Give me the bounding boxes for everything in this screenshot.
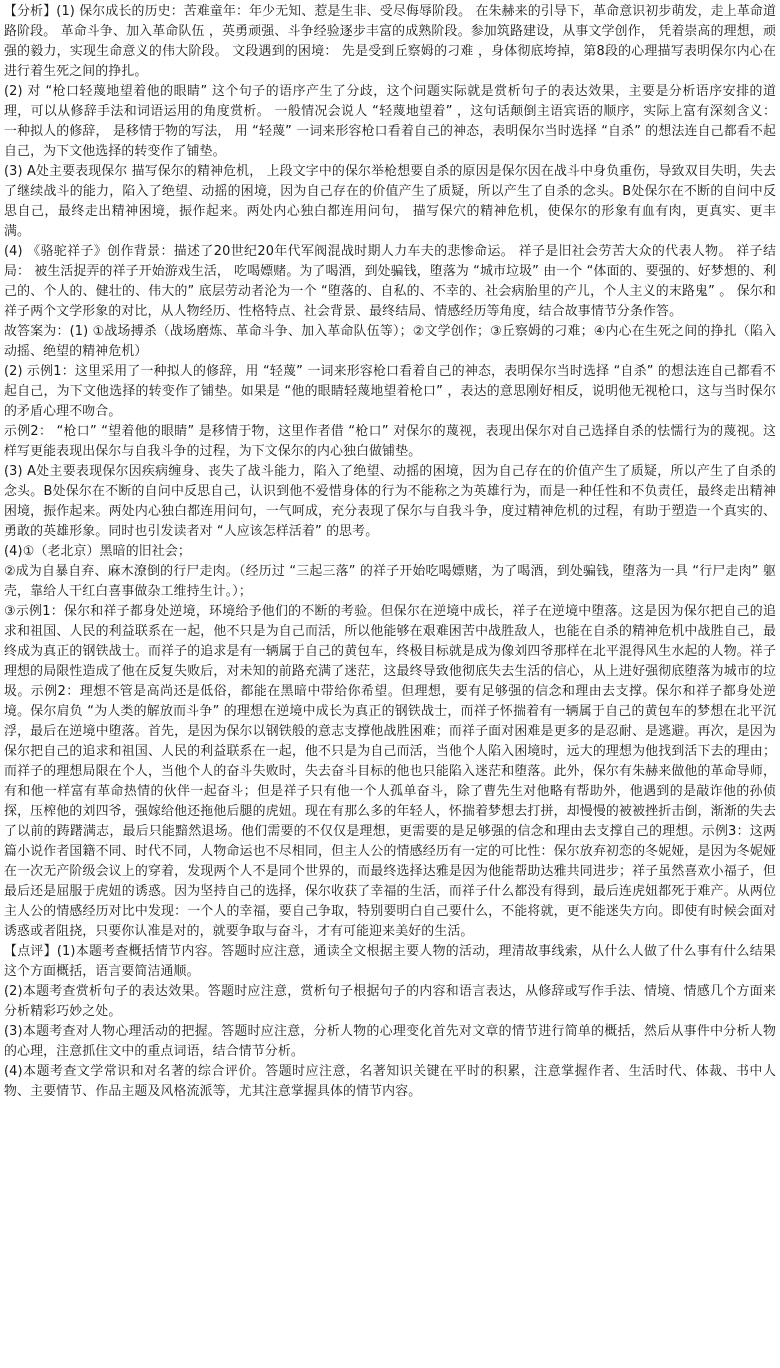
answer-part-2-example-2: 示例2： “枪口” “望着他的眼睛” 是移情于物，这里作者借 “枪口” 对保尔的蔑视，表现出保尔对自己选择自杀的怯懦行为的蔑视。这样写更能表现出保尔与自我斗争的过程，为下文保尔的内心独白做铺垫。: [4, 424, 776, 459]
analysis-part-2: (2) 对 “枪口轻蔑地望着他的眼睛” 这个句子的语序产生了分歧，这个问题实际就是赏析句子的表达效果，主要是分析语序安排的道理，可以从修辞手法和词语运用的角度赏析。 一般情况会说人 “轻蔑地望着” ，这句话颠倒主语宾语的顺序，实际上富有深刻含义： 一种拟人的修辞， 是移情于物的写法， 用 “轻蔑” 一词来形容枪口看着自己的神态，表明保尔当时选择 “自杀” 的想法连自己都看不起自己，为下文他选择的转变作了铺垫。: [4, 84, 776, 159]
answer-part-3: (3) A处主要表现保尔因疾病缠身、丧失了战斗能力，陷入了绝望、动摇的困境，因为自己存在的价值产生了质疑，所以产生了自杀的念头。B处保尔在不断的自问中反思自己，认识到他不爱惜身体的行为不能称之为英雄行为，而是一种任性和不负责任，最终走出精神困境，振作起来。两处内心独白都连用问句，一气呵成，充分表现了保尔与自我斗争，度过精神危机的过程，有助于塑造一个真实的、勇敢的英雄形象。同时也引发读者对 “人应该怎样活着” 的思考。: [4, 464, 776, 539]
analysis-part-3: (3) A处主要表现保尔 描写保尔的精神危机， 上段文字中的保尔举枪想要自杀的原因是保尔因在战斗中身负重伤，导致双目失明，失去了继续战斗的能力，陷入了绝望、动摇的困境，因为自己存在的价值产生了质疑，所以产生了自杀的念头。B处保尔在不断的自问中反思自己，最终走出精神困境，振作起来。两处内心独白都连用问句， 描写保穴的精神危机，使保尔的形象有血有肉，更真实、更丰满。: [4, 164, 776, 239]
comment-part-3: (3)本题考查对人物心理活动的把握。答题时应注意，分析人物的心理变化首先对文章的情节进行简单的概括，然后从事件中分析人物的心理，注意抓住文中的重点词语，结合情节分析。: [4, 1024, 776, 1059]
answer-part-4-item-2: ②成为自暴自弃、麻木潦倒的行尸走肉。（经历过 “三起三落” 的祥子开始吃喝嫖赌，为了喝酒，到处骗钱，堕落为一具 “行尸走肉” 躯壳，靠给人干红白喜事做杂工维持生计。）；: [4, 564, 776, 599]
answer-part-1: 故答案为：(1) ①战场搏杀（战场磨炼、革命斗争、加入革命队伍等）；②文学创作；③丘察姆的刁难；④内心在生死之间的挣扎（陷入动摇、绝望的精神危机）: [4, 324, 776, 359]
analysis-part-4: (4) 《骆驼祥子》创作背景：描述了20世纪20年代军阀混战时期人力车夫的悲惨命运。 祥子是旧社会劳苦大众的代表人物。 祥子结局： 被生活捉弄的祥子开始游戏生活， 吃喝嫖赌。为了喝酒，到处骗钱，堕落为 “城市垃圾” 由一个 “体面的、要强的、好梦想的、利己的、个人的、健壮的、伟大的” 底层劳动者沦为一个 “堕落的、自私的、不幸的、社会病胎里的产儿，个人主义的末路鬼” 。 保尔和祥子两个文学形象的对比，从人物经历、性格特点、社会背景、最终结局、情感经历等角度，结合故事情节分条作答。: [4, 244, 776, 319]
answer-part-4-item-1: (4)①（老北京）黑暗的旧社会；: [4, 544, 191, 559]
comment-part-4: (4)本题考查文学常识和对名著的综合评价。答题时应注意，名著知识关键在平时的积累，注意掌握作者、生活时代、体裁、书中人物、主要情节、作品主题及风格流派等，尤其注意掌握具体的情节内容。: [4, 1064, 776, 1099]
comment-part-1: 【点评】(1)本题考查概括情节内容。答题时应注意，通读全文根据主要人物的活动，理清故事线索，从什么人做了什么事有什么结果这个方面概括，语言要简洁通顺。: [4, 944, 776, 979]
answer-part-2-example-1: (2) 示例1：这里采用了一种拟人的修辞，用 “轻蔑” 一词来形容枪口看着自己的神态，表明保尔当时选择 “自杀” 的想法连自己都看不起自己，为下文他选择的转变作了铺垫。如果是 “他的眼睛轻蔑地望着枪口” ，表达的意思刚好相反，说明他无视枪口，这与当时保尔的矛盾心理不吻合。: [4, 364, 776, 419]
answer-part-4-item-3: ③示例1：保尔和祥子都身处逆境，环境给予他们的不断的考验。但保尔在逆境中成长，祥子在逆境中堕落。这是因为保尔把自己的追求和祖国、人民的利益联系在一起，他不只是为自己而活，所以他能够在艰难困苦中战胜敌人，也能在自杀的精神危机中战胜自己，最终成为真正的钢铁战士。而祥子的追求是有一辆属于自己的黄包车，终极目标就是成为像刘四爷那样在北平混得风生水起的人物。祥子理想的局限性造成了他在反复失败后，对未知的前路充满了迷茫，这最终导致他彻底失去生活的信心，从上进好强彻底堕落为城市的垃圾。示例2：理想不管是高尚还是低俗，都能在黑暗中带给你希望。但理想，要有足够强的信念和理由去支撑。保尔和祥子都身处逆境。保尔肩负 “为人类的解放而斗争” 的理想在逆境中成长为真正的钢铁战士，而祥子怀揣着有一辆属于自己的黄包车的梦想在北平沉浮，最后在逆境中堕落。首先，是因为保尔以钢铁般的意志支撑他战胜困难；而祥子面对困难是更多的是忍耐、是逃避。再次，是因为保尔把自己的追求和祖国、人民的利益联系在一起，他不只是为自己而活，当他个人陷入困境时，远大的理想为他找到活下去的理由；而祥子的理想局限在个人，当他个人的奋斗失败时，失去奋斗目标的他也只能陷入迷茫和堕落。此外，保尔有朱赫来做他的革命导师，有和他一样富有革命热情的伙伴一起奋斗；但是祥子只有他一个人孤单奋斗，除了曹先生对他略有帮助外，他遇到的是敲诈他的孙侦探，压榨他的刘四爷，强嫁给他还拖他后腿的虎妞。现在有那么多的年轻人，怀揣着梦想去打拼，却慢慢的被被挫折击倒，渐渐的失去了以前的踌躇满志，最后只能黯然退场。他们需要的不仅仅是理想，更需要的是足够强的信念和理由去支撑自己的理想。示例3：这两篇小说作者国籍不同、时代不同，人物命运也不尽相同，但主人公的情感经历有一定的可比性：保尔放弃初恋的冬妮娅，是因为冬妮娅在一次无产阶级会议上的穿着，发现两个人不是同个世界的，而最终选择达雅是因为他能帮助达雅共同进步；祥子虽然喜欢小福子，但最后还是屈服于虎妞的诱惑。因为坚持自己的选择，保尔收获了幸福的生活，而祥子什么都没有得到，最后连虎妞都死于难产。从两位主人公的情感经历对比中发现：一个人的幸福，要自己争取，特别要明白自己要什么，不能将就，更不能迷失方向。即使有时候会面对诱惑或者阻挠，只要你认准是对的，就要争取与奋斗，才有可能迎来美好的生活。: [4, 604, 776, 939]
analysis-part-1: 【分析】(1) 保尔成长的历史：苦难童年：年少无知、惹是生非、受尽侮辱阶段。 在朱赫来的引导下，革命意识初步萌发，走上革命道路阶段。 革命斗争、加入革命队伍 ，英勇顽强、斗争经验逐步丰富的成熟阶段。参加筑路建设，从事文学创作， 凭着崇高的理想，顽强的毅力，实现生命意义的伟大阶段。 文段遇到的困境： 先是受到丘察姆的刁难 ，身体彻底垮掉，第8段的心理描写表明保尔内心在进行着生死之间的挣扎。: [4, 4, 776, 79]
comment-part-2: (2)本题考查赏析句子的表达效果。答题时应注意，赏析句子根据句子的内容和语言表达，从修辞或写作手法、情境、情感几个方面来分析精彩巧妙之处。: [4, 984, 776, 1019]
